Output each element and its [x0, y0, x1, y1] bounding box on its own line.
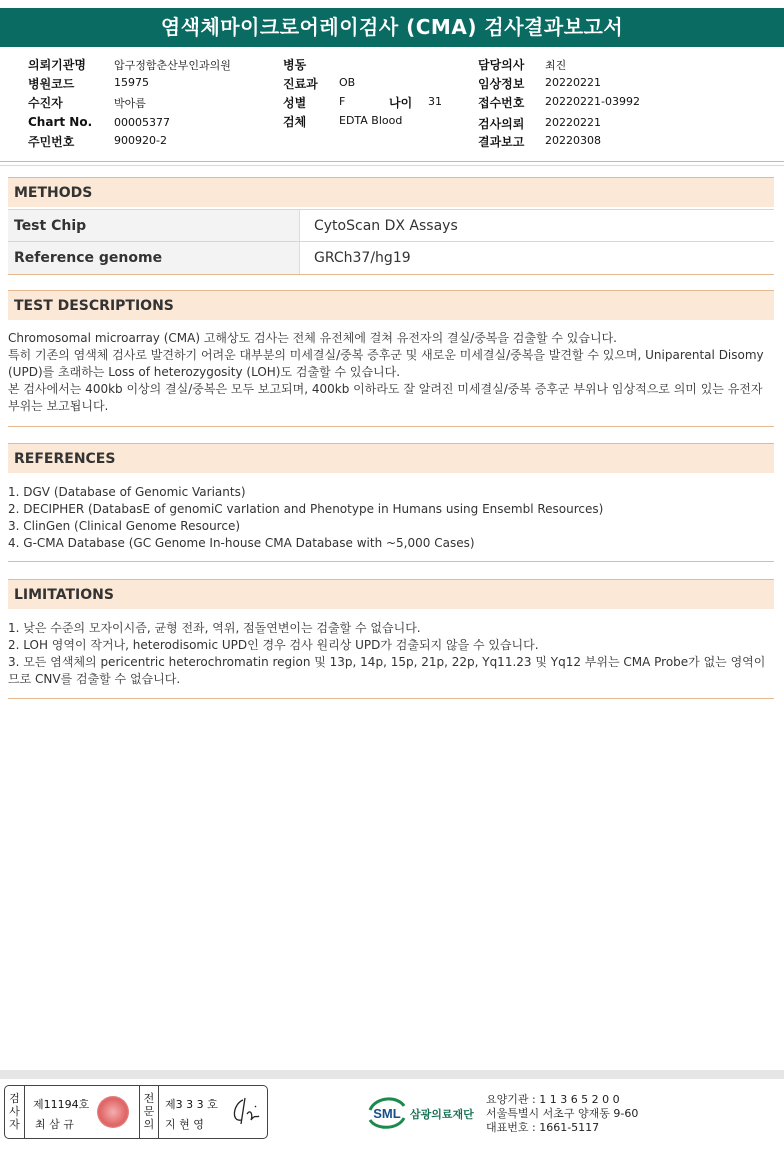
test-description-line: 특히 기존의 염색체 검사로 발견하기 어려운 대부분의 미세결실/중복 증후군 및 새로운 미세결실/중복을 발견할 수 있으며, Uniparental Disomy (UPD)를 초래하는 Loss of heterozygosity (LOH)도 검출할 수 있습니다.	[8, 348, 764, 379]
handwritten-signature	[229, 1094, 265, 1128]
label-age: 나이	[389, 96, 413, 110]
value-physician: 최진	[545, 59, 567, 72]
signer-name: 최 삼 규	[35, 1118, 74, 1131]
reference-item: 1. DGV (Database of Genomic Variants)	[8, 485, 246, 499]
methods-row	[8, 209, 774, 242]
label-accession-no: 접수번호	[478, 96, 525, 110]
limitations-end-line	[8, 698, 774, 699]
signer-license-no: 제11194호	[33, 1098, 90, 1111]
label-sex: 성별	[283, 96, 307, 110]
reference-item: 3. ClinGen (Clinical Genome Resource)	[8, 519, 241, 533]
sml-logo-icon	[366, 1094, 408, 1132]
lab-info-line: 요양기관 : 1 1 3 6 5 2 0 0	[486, 1093, 620, 1106]
label-resident-no: 주민번호	[28, 135, 75, 149]
methods-value: GRCh37/hg19	[314, 250, 411, 266]
label-report-date: 결과보고	[478, 135, 525, 149]
methods-value: CytoScan DX Assays	[314, 218, 458, 234]
value-request-date: 20220221	[545, 116, 601, 129]
test-descriptions-body	[8, 330, 772, 415]
methods-key: Test Chip	[8, 210, 300, 242]
label-request-date: 검사의뢰	[478, 117, 525, 131]
specialist-name: 지 현 영	[165, 1118, 204, 1131]
references-end-line	[8, 561, 774, 562]
label-requesting-institution: 의뢰기관명	[28, 58, 86, 72]
value-specimen: EDTA Blood	[339, 114, 403, 127]
lab-info-line: 서울특별시 서초구 양재동 9-60	[486, 1107, 639, 1120]
test-description-line: 본 검사에서는 400kb 이상의 결실/중복은 모두 보고되며, 400kb 이하라도 잘 알려진 미세결실/중복 증후군 부위나 임상적으로 의미 있는 유전자 부위는 보고됩니다.	[8, 382, 763, 413]
sml-logo-text: SML	[373, 1106, 401, 1121]
value-resident-no: 900920-2	[114, 134, 167, 147]
label-chart-no: Chart No.	[28, 115, 93, 129]
specialist-license-no: 제3 3 3 호	[165, 1098, 218, 1111]
value-hospital-code: 15975	[114, 76, 149, 89]
methods-end-line	[8, 274, 774, 275]
lab-info-line: 대표번호 : 1661-5117	[486, 1121, 600, 1134]
lab-name: 삼광의료재단	[410, 1108, 474, 1121]
value-sex: F	[339, 95, 346, 108]
seal-stamp	[97, 1096, 129, 1128]
lab-info	[486, 1093, 638, 1135]
patient-info	[0, 52, 784, 160]
label-clinical-info: 임상정보	[478, 77, 525, 91]
specialist-role-label: 전문의	[139, 1086, 159, 1138]
report-title: 염색체마이크로어레이검사 (CMA) 검사결과보고서	[0, 8, 784, 47]
limitation-item: 3. 모든 염색체의 pericentric heterochromatin region 및 13p, 14p, 15p, 21p, 22p, Yq11.23 및 Yq12 부위는 CMA Probe가 없는 영역이므로 CNV를 검출할 수 없습니다.	[8, 655, 766, 686]
limitation-item: 2. LOH 영역이 작거나, heterodisomic UPD인 경우 검사 원리상 UPD가 검출되지 않을 수 있습니다.	[8, 638, 539, 652]
value-department: OB	[339, 76, 356, 89]
header-divider	[0, 161, 784, 162]
methods-key: Reference genome	[8, 242, 300, 274]
reference-item: 2. DECIPHER (DatabasE of genomiC varIation and Phenotype in Humans using Ensembl Resources)	[8, 502, 604, 516]
label-patient: 수진자	[28, 96, 63, 110]
label-specimen: 검체	[283, 115, 307, 129]
methods-row	[8, 241, 774, 274]
value-accession-no: 20220221-03992	[545, 95, 640, 108]
test-description-line: Chromosomal microarray (CMA) 고해상도 검사는 전체 유전체에 걸쳐 유전자의 결실/중복을 검출할 수 있습니다.	[8, 331, 617, 345]
value-patient: 박아름	[114, 97, 146, 110]
value-chart-no: 00005377	[114, 116, 170, 129]
test-descriptions-heading: TEST DESCRIPTIONS	[8, 290, 774, 320]
methods-heading: METHODS	[8, 177, 774, 207]
limitation-item: 1. 낮은 수준의 모자이시즘, 균형 전좌, 역위, 점돌연변이는 검출할 수 없습니다.	[8, 621, 421, 635]
header-divider-secondary	[0, 165, 784, 166]
limitations-heading: LIMITATIONS	[8, 579, 774, 609]
signer-role-label: 검사자	[5, 1086, 25, 1138]
label-hospital-code: 병원코드	[28, 77, 75, 91]
label-physician: 담당의사	[478, 58, 525, 72]
references-heading: REFERENCES	[8, 443, 774, 473]
value-clinical-info: 20220221	[545, 76, 601, 89]
footer-band	[0, 1070, 784, 1079]
label-department: 진료과	[283, 77, 318, 91]
label-ward: 병동	[283, 58, 307, 72]
signature-box	[4, 1085, 268, 1139]
test-descriptions-end-line	[8, 426, 774, 427]
value-report-date: 20220308	[545, 134, 601, 147]
limitations-body	[8, 620, 772, 688]
value-age: 31	[428, 95, 442, 108]
value-requesting-institution: 압구정함춘산부인과의원	[114, 59, 231, 72]
references-body	[8, 484, 772, 552]
reference-item: 4. G-CMA Database (GC Genome In-house CMA Database with ~5,000 Cases)	[8, 536, 475, 550]
